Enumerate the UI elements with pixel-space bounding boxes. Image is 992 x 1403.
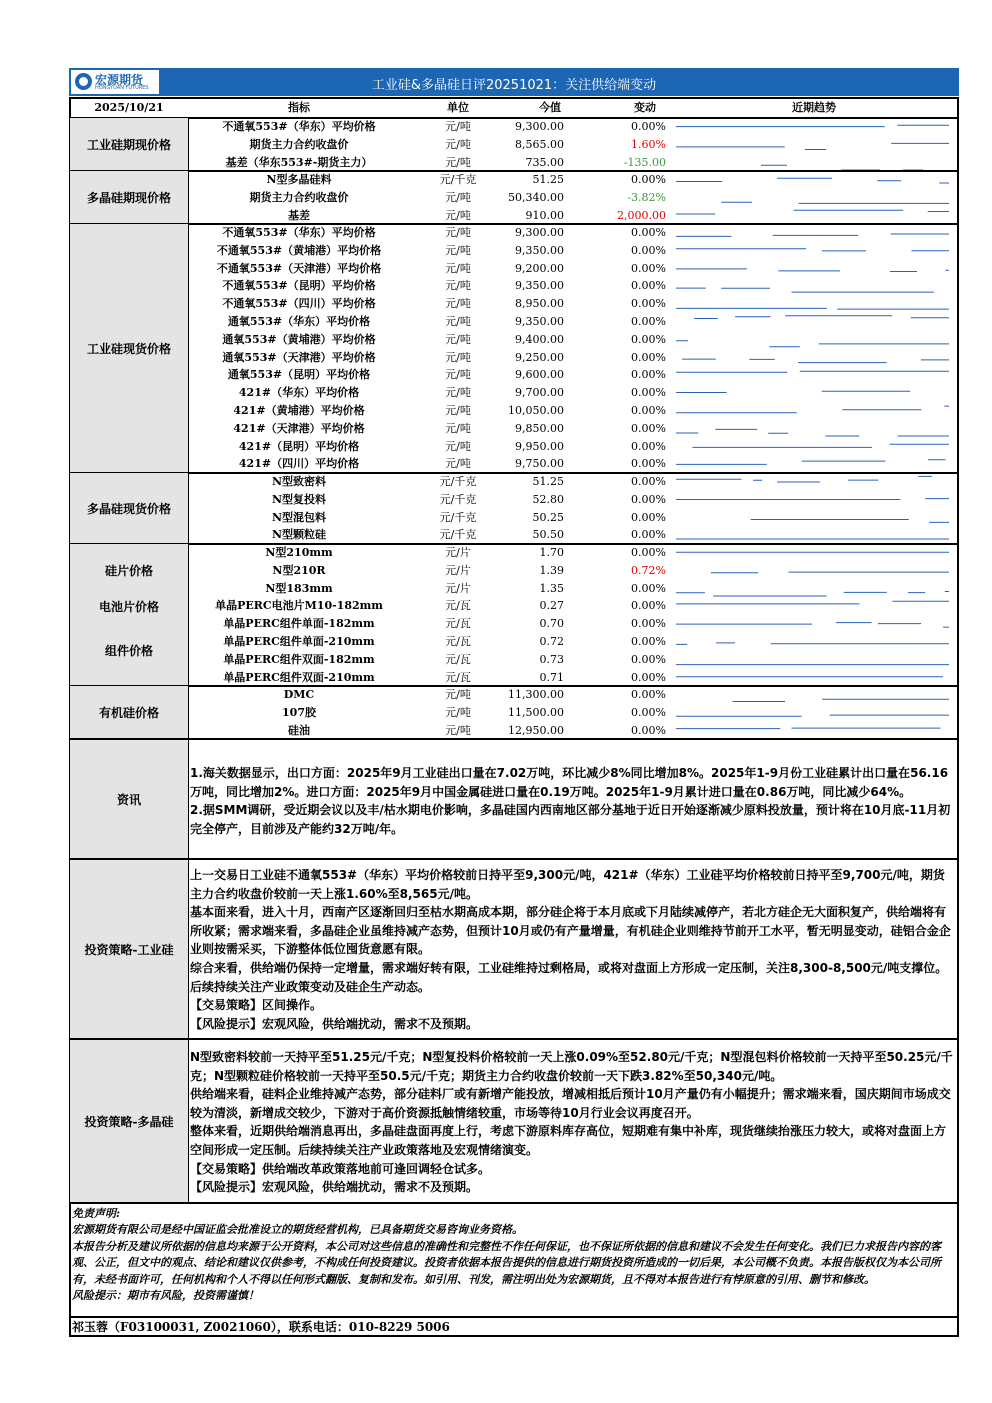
value-cell: 9,750.00 [515, 457, 564, 471]
trend-line [676, 372, 949, 373]
section-label: 工业硅期现价格 [70, 118, 188, 170]
info-text [190, 764, 956, 838]
section-label: 电池片价格 [98, 599, 159, 614]
change-cell: 0.00% [631, 297, 666, 311]
strategy-poly-paragraph: 整体来看，近期供给端消息再出，多晶硅盘面再度上行，考虑下游原料库存高位，短期难有集中补库，现货继续抬涨压力较大，或将对盘面上方空间形成一定压制。后续持续关注产业政策落地及宏观情绪演变。 [190, 1124, 947, 1157]
value-cell: 9,200.00 [515, 261, 564, 275]
col-unit: 单位 [447, 101, 469, 114]
indicator-name: 期货主力合约收盘价 [249, 190, 349, 204]
indicator-name: 单晶PERC组件双面-210mm [223, 670, 375, 684]
unit-cell: 元/瓦 [445, 617, 471, 631]
unit-cell: 元/吨 [445, 120, 471, 133]
unit-cell: 元/吨 [445, 439, 471, 453]
trend-sparkline [674, 189, 954, 207]
value-cell: 9,300.00 [515, 226, 564, 239]
disclaimer-paragraph: 风险提示：期市有风险，投资需谨慎！ [72, 1289, 259, 1303]
value-cell: 0.27 [539, 599, 564, 613]
indicator-name: N型致密料 [271, 475, 327, 488]
trend-line [711, 572, 949, 573]
trend-sparkline [674, 260, 954, 278]
trend-sparkline [674, 295, 954, 313]
value-cell: 9,950.00 [515, 439, 564, 453]
trend-line [676, 429, 949, 436]
trend-sparkline [674, 526, 954, 544]
change-cell: 0.00% [631, 688, 666, 701]
trend-line [682, 359, 949, 363]
change-cell: 0.00% [631, 457, 666, 471]
trend-line [676, 728, 949, 729]
change-cell: 0.00% [631, 261, 666, 275]
value-cell: 50.50 [532, 528, 564, 542]
report-title: 工业硅&多晶硅日评20251021：关注供给端变动 [371, 78, 657, 93]
unit-cell: 元/千克 [439, 492, 477, 506]
indicator-name: 421#（黄埔港）平均价格 [233, 404, 365, 417]
trend-sparkline [674, 384, 954, 402]
trend-sparkline [674, 615, 954, 633]
change-cell: 0.00% [631, 173, 666, 186]
indicator-name: 单晶PERC组件单面-210mm [223, 635, 375, 648]
value-cell: 1.35 [539, 581, 564, 595]
trend-sparkline [674, 366, 954, 384]
trend-line [676, 643, 949, 645]
divider [70, 1038, 958, 1040]
trend-sparkline [674, 491, 954, 509]
indicator-name: 不通氧553#（四川）平均价格 [222, 297, 376, 311]
value-cell: 9,700.00 [515, 386, 564, 400]
trend-line [676, 210, 949, 214]
change-cell: 0.00% [631, 670, 666, 684]
trend-line [761, 165, 949, 170]
change-cell: 0.00% [631, 510, 666, 524]
analyst-contact: 祁玉蓉（F03100031, Z0021060），联系电话：010-8229 5006 [72, 1320, 450, 1334]
divider [70, 738, 958, 740]
value-cell: 8,950.00 [515, 297, 564, 311]
strategy-poly-paragraph: N型致密料较前一天持平至51.25元/千克；N型复投料价格较前一天上涨0.09%至52.80元/千克；N型混包料价格较前一天持平至50.25元/千克；N型颗粒硅价格较前一天持平至50.5元/千克；期货主力合约收盘价较前一天下跌3.82%至50,340元/吨。 [190, 1050, 953, 1083]
indicator-name: 不通氧553#（黄埔港）平均价格 [216, 243, 382, 257]
trend-line [676, 234, 949, 236]
change-cell: 0.00% [631, 475, 666, 488]
change-cell: 0.00% [631, 652, 666, 666]
trend-line [676, 591, 949, 596]
unit-cell: 元/吨 [445, 279, 471, 293]
unit-cell: 元/吨 [445, 457, 471, 471]
indicator-name: 421#（华东）平均价格 [238, 386, 360, 400]
trend-line [676, 341, 949, 347]
trend-line [751, 519, 949, 522]
change-cell: 0.00% [631, 404, 666, 417]
strategy-si-paragraph: 【交易策略】区间操作。 [190, 998, 323, 1013]
trend-line [692, 444, 949, 447]
change-cell: 0.00% [631, 635, 666, 648]
trend-sparkline [674, 154, 954, 172]
trend-line [676, 623, 949, 628]
indicator-name: N型183mm [265, 581, 333, 595]
indicator-name: 不通氧553#（天津港）平均价格 [216, 261, 382, 275]
col-trend: 近期趋势 [792, 101, 836, 114]
col-value: 今值 [539, 101, 561, 114]
indicator-name: 不通氧553#（昆明）平均价格 [222, 279, 376, 293]
trend-line [721, 202, 949, 203]
unit-cell: 元/吨 [445, 368, 471, 382]
change-cell: -135.00 [623, 155, 666, 169]
strategy-si-paragraph: 【风险提示】宏观风险，供给端扰动，需求不及预期。 [190, 1016, 479, 1031]
divider [70, 1202, 958, 1204]
value-cell: 1.39 [539, 563, 564, 577]
trend-sparkline [674, 722, 954, 740]
change-cell: 0.00% [631, 226, 666, 239]
change-cell: 0.00% [631, 492, 666, 506]
change-cell: 0.00% [631, 332, 666, 346]
value-cell: 9,400.00 [515, 332, 564, 346]
indicator-name: N型多晶硅料 [266, 173, 332, 186]
indicator-name: 421#（昆明）平均价格 [238, 439, 360, 453]
trend-sparkline [674, 171, 954, 189]
indicator-name: DMC [283, 688, 315, 701]
value-cell: 51.25 [532, 173, 564, 186]
trend-sparkline [674, 438, 954, 456]
value-cell: 50,340.00 [508, 190, 564, 204]
disclaimer-paragraph: 本报告分析及建议所依据的信息均来源于公开资料，本公司对这些信息的准确性和完整性不作任何保证，也不保证所依据的信息和建议不会发生任何变化。我们已力求报告内容的客观、公正，但文中的观点、结论和建议仅供参考，不构成任何投资建议。投资者依据本报告提供的信息进行期货投资所造成的一切后果，本公司概不负责。本报告版权仅为本公司所有，未经书面许可，任何机构和个人不得以任何形式翻版、复制和发布。如引用、刊发，需注明出处为宏源期货，且不得对本报告进行有悖原意的引用、删节和修改。 [72, 1239, 941, 1286]
trend-sparkline [674, 331, 954, 349]
trend-line [676, 143, 949, 149]
change-cell: 0.00% [631, 599, 666, 613]
indicator-name: 单晶PERC电池片M10-182mm [215, 599, 383, 613]
change-cell: 0.00% [631, 421, 666, 435]
value-cell: 1.70 [539, 546, 564, 559]
col-indicator: 指标 [288, 101, 310, 114]
unit-cell: 元/吨 [445, 705, 471, 719]
trend-line [676, 178, 949, 183]
report-header [69, 68, 959, 96]
strategy-si-text [190, 866, 956, 1033]
info-paragraph: 2.据SMM调研，受近期会议以及丰/枯水期电价影响，多晶硅国内西南地区部分基地于近日开始逐渐减少原料投放量，预计将在10月底-11月初完全停产，目前涉及产能约32万吨/年。 [190, 803, 951, 836]
change-cell: 1.60% [631, 137, 666, 151]
value-cell: 0.72 [539, 635, 564, 648]
unit-cell: 元/吨 [445, 404, 471, 417]
unit-cell: 元/吨 [445, 190, 471, 204]
trend-line [676, 268, 949, 271]
unit-cell: 元/吨 [445, 155, 471, 169]
value-cell: 52.80 [532, 492, 564, 506]
indicator-name: 通氧553#（天津港）平均价格 [222, 350, 376, 364]
strategy-poly-label: 投资策略-多晶硅 [70, 1040, 188, 1202]
value-cell: 735.00 [525, 155, 564, 169]
logo-subtitle: HONGYUAN FUTURES [95, 85, 149, 91]
change-cell: 0.00% [631, 243, 666, 257]
strategy-si-paragraph: 综合来看，供给端仍保持一定增量，需求端好转有限，工业硅维持过剩格局，或将对盘面上方形成一定压制，关注8,300-8,500元/吨支撑位。后续持续关注产业政策变动及硅企生产动态。 [190, 960, 948, 994]
divider [188, 117, 189, 738]
trend-sparkline [674, 669, 954, 687]
change-cell: 0.00% [631, 279, 666, 293]
trend-line [694, 316, 949, 319]
change-cell: 0.00% [631, 617, 666, 631]
indicator-name: 单晶PERC组件双面-182mm [223, 652, 375, 666]
trend-sparkline [674, 455, 954, 473]
unit-cell: 元/片 [445, 581, 471, 595]
unit-cell: 元/片 [445, 563, 471, 577]
trend-line [732, 699, 949, 701]
trend-line [676, 602, 949, 605]
unit-cell: 元/片 [445, 546, 471, 559]
value-cell: 12,950.00 [508, 723, 564, 737]
unit-cell: 元/吨 [445, 688, 471, 701]
change-cell: 0.72% [631, 563, 666, 577]
indicator-name: N型210mm [265, 546, 333, 559]
section-label: 组件价格 [104, 643, 153, 658]
unit-cell: 元/瓦 [445, 652, 471, 666]
change-cell: 0.00% [631, 723, 666, 737]
value-cell: 10,050.00 [508, 404, 564, 417]
indicator-name: 通氧553#（昆明）平均价格 [227, 368, 371, 382]
strategy-poly-paragraph: 【风险提示】宏观风险，供给端扰动，需求不及预期。 [190, 1180, 479, 1195]
trend-sparkline [674, 562, 954, 580]
trend-line [676, 248, 949, 250]
unit-cell: 元/瓦 [445, 599, 471, 613]
unit-cell: 元/吨 [445, 315, 471, 328]
unit-cell: 元/瓦 [445, 635, 471, 648]
trend-sparkline [674, 349, 954, 367]
unit-cell: 元/吨 [445, 350, 471, 364]
trend-sparkline [674, 704, 954, 722]
unit-cell: 元/吨 [445, 332, 471, 346]
trend-sparkline [674, 580, 954, 598]
unit-cell: 元/吨 [445, 297, 471, 311]
trend-sparkline [674, 207, 954, 225]
indicator-name: N型210R [272, 563, 326, 577]
strategy-si-paragraph: 上一交易日工业硅不通氧553#（华东）平均价格较前日持平至9,300元/吨，421#（华东）工业硅平均价格较前日持平至9,700元/吨，期货主力合约收盘价较前一天上涨1.60%至8,565元/吨。 [190, 868, 945, 901]
section-label: 有机硅价格 [70, 686, 188, 739]
value-cell: 0.70 [539, 617, 564, 631]
indicator-name: 单晶PERC组件单面-182mm [223, 617, 375, 631]
trend-sparkline [674, 224, 954, 242]
indicator-name: N型复投料 [271, 492, 327, 506]
unit-cell: 元/吨 [445, 723, 471, 737]
value-cell: 50.25 [532, 510, 564, 524]
info-paragraph: 1.海关数据显示，出口方面：2025年9月工业硅出口量在7.02万吨，环比减少8%同比增加8%。2025年1-9月份工业硅累计出口量在56.16万吨，同比增加2%。进口方面：2025年9月中国金属硅进口量在0.19万吨。2025年1-9月累计进口量在0.86万吨，同比减少64%。 [190, 766, 949, 799]
trend-line [676, 498, 949, 499]
logo-name: 宏源期货 [95, 73, 144, 87]
unit-cell: 元/吨 [445, 243, 471, 257]
unit-cell: 元/吨 [445, 261, 471, 275]
trend-line [676, 309, 949, 310]
strategy-si-label: 投资策略-工业硅 [70, 860, 188, 1038]
unit-cell: 元/千克 [439, 173, 477, 186]
trend-sparkline [674, 633, 954, 651]
unit-cell: 元/千克 [439, 510, 477, 524]
trend-sparkline [674, 509, 954, 527]
section-label: 硅片价格 [104, 563, 153, 578]
indicator-name: 421#（四川）平均价格 [238, 457, 360, 471]
trend-sparkline [674, 686, 954, 704]
value-cell: 0.71 [539, 670, 564, 684]
value-cell: 9,600.00 [515, 368, 564, 382]
disclaimer-paragraph: 宏源期货有限公司是经中国证监会批准设立的期货经营机构，已具备期货交易咨询业务资格。 [72, 1223, 523, 1237]
trend-line [676, 125, 949, 126]
change-cell: 0.00% [631, 315, 666, 328]
disclaimer-title: 免责声明: [72, 1207, 121, 1220]
section-label: 多晶硅现货价格 [70, 473, 188, 543]
value-cell: 9,350.00 [515, 279, 564, 293]
value-cell: 9,300.00 [515, 120, 564, 133]
trend-line [676, 288, 949, 292]
value-cell: 9,350.00 [515, 243, 564, 257]
value-cell: 9,850.00 [515, 421, 564, 435]
unit-cell: 元/吨 [445, 137, 471, 151]
value-cell: 0.73 [539, 652, 564, 666]
indicator-name: 421#（天津港）平均价格 [233, 421, 365, 435]
indicator-name: N型颗粒硅 [271, 528, 327, 542]
trend-line [676, 676, 949, 679]
section-label: 工业硅现货价格 [70, 224, 188, 472]
unit-cell: 元/吨 [445, 208, 471, 222]
trend-line [676, 476, 949, 482]
indicator-name: N型混包料 [271, 510, 327, 524]
indicator-name: 硅油 [288, 723, 310, 737]
trend-sparkline [674, 402, 954, 420]
unit-cell: 元/吨 [445, 386, 471, 400]
value-cell: 910.00 [525, 208, 564, 222]
change-cell: 0.00% [631, 528, 666, 542]
trend-sparkline [674, 136, 954, 154]
change-cell: 0.00% [631, 546, 666, 559]
change-cell: 0.00% [631, 705, 666, 719]
value-cell: 9,250.00 [515, 350, 564, 364]
report-date: 2025/10/21 [94, 101, 164, 114]
trend-line [676, 406, 949, 413]
trend-sparkline [674, 651, 954, 669]
indicator-name: 基差（华东553#-期货主力） [225, 155, 373, 169]
trend-sparkline [674, 544, 954, 562]
change-cell: 0.00% [631, 439, 666, 453]
change-cell: 0.00% [631, 120, 666, 133]
strategy-poly-paragraph: 【交易策略】供给端改革政策落地前可逢回调轻仓试多。 [190, 1161, 491, 1176]
trend-sparkline [674, 420, 954, 438]
indicator-name: 不通氧553#（华东）平均价格 [222, 120, 376, 133]
value-cell: 11,500.00 [508, 705, 564, 719]
indicator-name: 基差 [288, 208, 310, 222]
trend-line [676, 391, 949, 392]
trend-line [676, 460, 949, 465]
trend-line [676, 715, 949, 716]
strategy-si-paragraph: 基本面来看，进入十月，西南产区逐渐回归至枯水期高成本期，部分硅企将于本月底或下月陆续减停产，若北方硅企无大面积复产，供给端将有所收紧；需求端来看，多晶硅企业虽维持减产态势，但预计10月或仍有产量增量，有机硅企业则维持节前开工水平，暂无明显变动，硅铝合金企业则按需采买，下游整体低位囤货意愿有限。 [190, 905, 951, 957]
info-label: 资讯 [70, 740, 188, 858]
unit-cell: 元/千克 [439, 528, 477, 542]
section-label: 多晶硅期现价格 [70, 171, 188, 223]
trend-sparkline [674, 242, 954, 260]
value-cell: 9,350.00 [515, 315, 564, 328]
col-change: 变动 [634, 101, 656, 114]
indicator-name: 107胶 [282, 705, 316, 719]
trend-sparkline [674, 313, 954, 331]
value-cell: 11,300.00 [508, 688, 564, 701]
trend-sparkline [674, 473, 954, 491]
divider [70, 858, 958, 860]
disclaimer [72, 1206, 956, 1304]
change-cell: 0.00% [631, 368, 666, 382]
change-cell: 0.00% [631, 386, 666, 400]
unit-cell: 元/千克 [439, 475, 477, 488]
change-cell: 0.00% [631, 350, 666, 364]
unit-cell: 元/吨 [445, 226, 471, 239]
indicator-name: 期货主力合约收盘价 [249, 137, 349, 151]
change-cell: 0.00% [631, 581, 666, 595]
indicator-name: 通氧553#（黄埔港）平均价格 [222, 332, 376, 346]
trend-sparkline [674, 597, 954, 615]
value-cell: 8,565.00 [515, 137, 564, 151]
indicator-name: 通氧553#（华东）平均价格 [227, 315, 371, 328]
trend-sparkline [674, 277, 954, 295]
unit-cell: 元/吨 [445, 421, 471, 435]
divider [188, 740, 189, 1202]
change-cell: 2,000.00 [617, 208, 666, 222]
change-cell: -3.82% [627, 190, 666, 204]
indicator-name: 不通氧553#（华东）平均价格 [222, 226, 376, 239]
trend-sparkline [674, 118, 954, 136]
unit-cell: 元/瓦 [445, 670, 471, 684]
value-cell: 51.25 [532, 475, 564, 488]
strategy-poly-text [190, 1048, 956, 1197]
strategy-poly-paragraph: 供给端来看，硅料企业维持减产态势，部分硅料厂或有新增产能投放，增减相抵后预计10月产量仍有小幅提升；需求端来看，国庆期间市场成交较为清淡，新增成交较少，下游对于高价资源抵触情绪较重，市场等待10月行业会议再度召开。 [190, 1087, 951, 1120]
